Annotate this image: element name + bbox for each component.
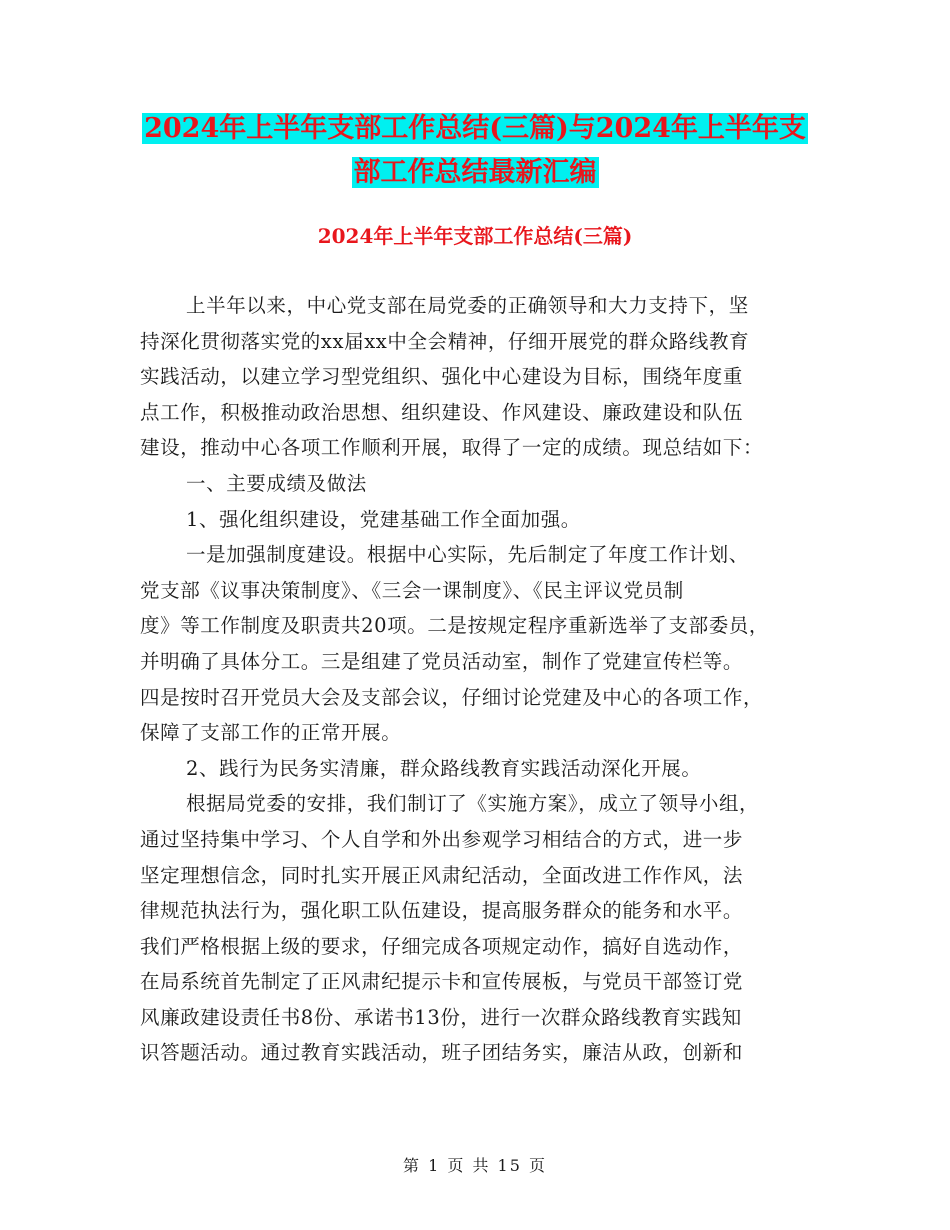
text-line: 在局系统首先制定了正风肃纪提示卡和宣传展板，与党员干部签订党 (140, 970, 744, 994)
text-line: 坚定理想信念，同时扎实开展正风肃纪活动，全面改进工作作风，法 (140, 863, 744, 887)
text-line: 根据局党委的安排，我们制订了《实施方案》，成立了领导小组， (186, 792, 760, 816)
text-line: 通过坚持集中学习、个人自学和外出参观学习相结合的方式，进一步 (140, 827, 744, 851)
text-line: 2、践行为民务实清廉，群众路线教育实践活动深化开展。 (186, 756, 702, 780)
title-highlight-2: 部工作总结最新汇编 (353, 157, 597, 188)
document-title-line-2 (0, 153, 950, 193)
text-line: 建设，推动中心各项工作顺利开展，取得了一定的成绩。现总结如下： (140, 436, 764, 460)
text-line: 我们严格根据上级的要求，仔细完成各项规定动作，搞好自选动作， (140, 934, 744, 958)
text-line: 识答题活动。通过教育实践活动，班子团结务实，廉洁从政，创新和 (140, 1041, 744, 1065)
text-line: 保障了支部工作的正常开展。 (140, 721, 402, 745)
text-line: 度》等工作制度及职责共20项。二是按规定程序重新选举了支部委员， (140, 614, 770, 638)
text-line: 一是加强制度建设。根据中心实际，先后制定了年度工作计划、 (186, 543, 749, 567)
text-line: 点工作，积极推动政治思想、组织建设、作风建设、廉政建设和队伍 (140, 400, 744, 424)
text-line: 四是按时召开党员大会及支部会议，仔细讨论党建及中心的各项工作， (140, 685, 764, 709)
title-highlight-1: 2024年上半年支部工作总结(三篇)与2024年上半年支 (144, 113, 806, 144)
text-line: 风廉政建设责任书8份、承诺书13份，进行一次群众路线教育实践知 (140, 1005, 742, 1029)
section-title: 2024年上半年支部工作总结(三篇) (317, 224, 633, 248)
document-title-line-1 (0, 109, 950, 149)
text-line: 党支部《议事决策制度》、《三会一课制度》、《民主评议党员制 (140, 578, 684, 602)
text-line: 实践活动，以建立学习型党组织、强化中心建设为目标，围绕年度重 (140, 365, 744, 389)
text-line: 并明确了具体分工。三是组建了党员活动室，制作了党建宣传栏等。 (140, 649, 744, 673)
page-footer: 第 1 页 共 15 页 (403, 1156, 547, 1175)
text-line: 持深化贯彻落实党的xx届xx中全会精神，仔细开展党的群众路线教育 (140, 329, 750, 353)
text-line: 上半年以来，中心党支部在局党委的正确领导和大力支持下，坚 (186, 294, 749, 317)
text-line: 一、主要成绩及做法 (186, 471, 367, 495)
text-line: 律规范执法行为，强化职工队伍建设，提高服务群众的能务和水平。 (140, 899, 744, 923)
body-text (140, 288, 820, 1071)
text-line: 1、强化组织建设，党建基础工作全面加强。 (186, 507, 581, 531)
